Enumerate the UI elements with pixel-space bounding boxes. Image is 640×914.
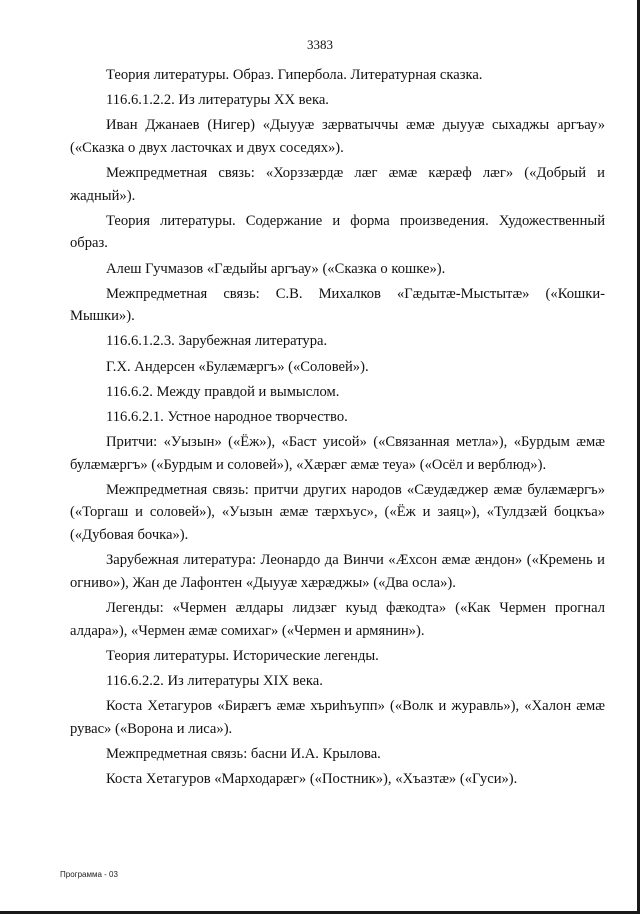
paragraph-interdisciplinary-krylov: Межпредметная связь: басни И.А. Крылова. (106, 745, 381, 762)
footer-label: Программа - 03 (60, 870, 118, 879)
page-number: 3383 (307, 37, 333, 52)
paragraph-section-foreign-literature: 116.6.1.2.3. Зарубежная литература. (106, 333, 328, 350)
paragraph-section-truth-fiction: 116.6.2. Между правдой и вымыслом. (106, 383, 340, 400)
paragraph-legends: Легенды: «Чермен æлдары лидзæг куыд фæкодта» («Как Чермен прогнал алдара»), «Чермен æмæ сомихаг» («Чермен и армянин»). (70, 599, 605, 639)
paragraph-section-19th-century: 116.6.2.2. Из литературы XIX века. (106, 672, 323, 689)
paragraph-andersen: Г.Х. Андерсен «Булæмæргъ» («Соловей»). (106, 358, 369, 375)
paragraph-section-folklore: 116.6.2.1. Устное народное творчество. (106, 408, 348, 425)
paragraph-theory-image: Теория литературы. Образ. Гипербола. Литературная сказка. (106, 67, 483, 83)
document-body (70, 64, 605, 791)
paragraph-foreign-da-vinci: Зарубежная литература: Леонардо да Винчи «Æхсон æмæ æндон» («Кремень и огниво»), Жан де Лафонтен «Дыууæ хæрæджы» («Два осла»). (70, 552, 605, 591)
paragraph-interdisciplinary-parables: Межпредметная связь: притчи других народов «Сæудæджер æмæ булæмæргъ» («Торгаш и соловей»), «Уызын æмæ тæрхъус», («Ёж и заяц»), «Тулдзæй боцкъа» («Дубовая бочка»). (70, 481, 605, 544)
paragraph-parables: Притчи: «Уызын» («Ёж»), «Баст уисой» («Связанная метла»), «Бурдым æмæ булæмæргъ» («Бурдым и соловей»), «Хæрæг æмæ теуа» («Осёл и верблюд»). (70, 433, 605, 473)
paragraph-khetagurov-postnik: Коста Хетагуров «Марходарæг» («Постник»), «Хъазтæ» («Гуси»). (106, 770, 518, 787)
paragraph-guchmazov: Алеш Гучмазов «Гæдыйы аргъау» («Сказка о кошке»). (106, 260, 446, 277)
paragraph-interdisciplinary-good-greedy: Межпредметная связь: «Хорззæрдæ лæг æмæ кæрæф лæг» («Добрый и жадный»). (70, 164, 605, 204)
paragraph-dzhanaev: Иван Джанаев (Нигер) «Дыууæ зæрватыччы æмæ дыууæ сыхаджы аргъау» («Сказка о двух ласточках и двух соседях»). (70, 117, 605, 156)
paragraph-interdisciplinary-mikhalkov: Межпредметная связь: С.В. Михалков «Гæдытæ-Мыстытæ» («Кошки-Мышки»). (70, 285, 605, 325)
paragraph-khetagurov-fables: Коста Хетагуров «Бирæгъ æмæ хъриhъупп» («Волк и журавль»), «Халон æмæ рувас» («Ворона и лиса»). (70, 697, 605, 737)
paragraph-theory-content-form: Теория литературы. Содержание и форма произведения. Художественный образ. (70, 212, 605, 252)
paragraph-section-20th-century: 116.6.1.2.2. Из литературы XX века. (106, 92, 329, 109)
paragraph-theory-legends: Теория литературы. Исторические легенды. (106, 647, 379, 664)
